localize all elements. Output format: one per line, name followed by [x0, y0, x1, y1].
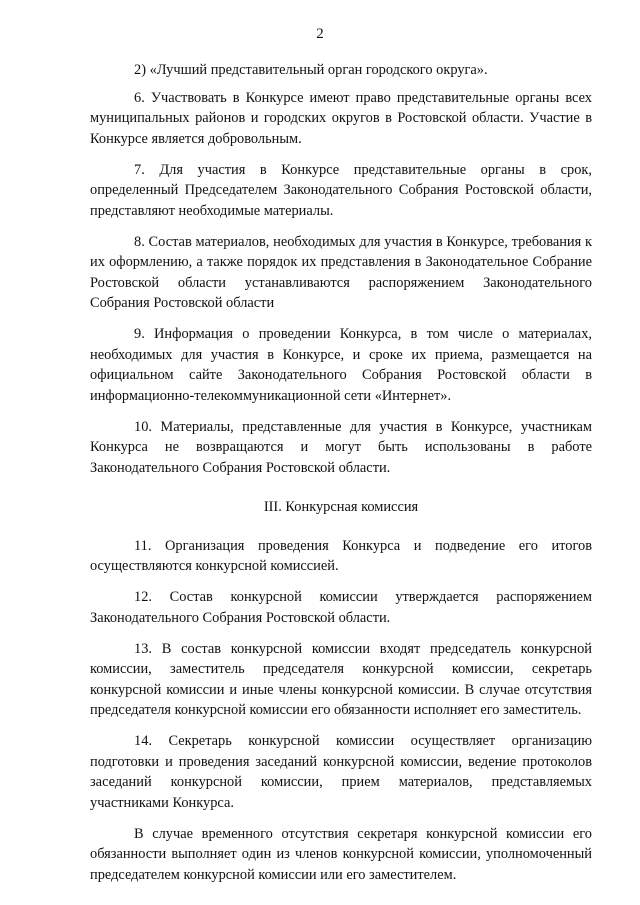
section-heading: III. Конкурсная комиссия	[263, 499, 419, 515]
paragraph-12: 12. Состав конкурсной комиссии утверждается распоряжением Законодательного Собрания Ростовской области.	[90, 589, 592, 626]
paragraph-14-continued: В случае временного отсутствия секретаря конкурсной комиссии его обязанности выполняет один из членов конкурсной комиссии, уполномоченный председателем конкурсной комиссии или его заместителем.	[90, 825, 592, 883]
paragraph-11: 11. Организация проведения Конкурса и подведение его итогов осуществляются конкурсной комиссией.	[90, 537, 592, 574]
page-number: 2	[316, 26, 324, 42]
paragraph-7: 7. Для участия в Конкурсе представительные органы в срок, определенный Председателем Законодательного Собрания Ростовской области, представляют необходимые материалы.	[90, 161, 592, 219]
paragraph-10: 10. Материалы, представленные для участия в Конкурсе, участникам Конкурса не возвращаются и могут быть использованы в работе Законодательного Собрания Ростовской области.	[90, 418, 592, 476]
paragraph-item-2: 2) «Лучший представительный орган городского округа».	[134, 62, 488, 78]
document-body	[90, 60, 592, 896]
paragraph-6: 6. Участвовать в Конкурсе имеют право представительные органы всех муниципальных районов и городских округов в Ростовской области. Участие в Конкурсе является добровольным.	[90, 89, 592, 147]
paragraph-8: 8. Состав материалов, необходимых для участия в Конкурсе, требования к их оформлению, а также порядок их представления в Законодательное Собрание Ростовской области устанавливаются распоряжением Законодательного Собрания Ростовской области	[90, 233, 592, 311]
paragraph-14: 14. Секретарь конкурсной комиссии осуществляет организацию подготовки и проведения заседаний конкурсной комиссии, ведение протоколов заседаний конкурсной комиссии, прием материалов, представляемых участниками Конкурса.	[90, 733, 592, 811]
paragraph-13: 13. В состав конкурсной комиссии входят председатель конкурсной комиссии, заместитель председателя конкурсной комиссии, секретарь конкурсной комиссии и иные члены конкурсной комиссии. В случае отсутствия председателя конкурсной комиссии его обязанности исполняет его заместитель.	[90, 640, 592, 718]
paragraph-9: 9. Информация о проведении Конкурса, в том числе о материалах, необходимых для участия в Конкурсе, и сроке их приема, размещается на официальном сайте Законодательного Собрания Ростовской области в информационно-телекоммуникационной сети «Интернет».	[90, 326, 592, 404]
